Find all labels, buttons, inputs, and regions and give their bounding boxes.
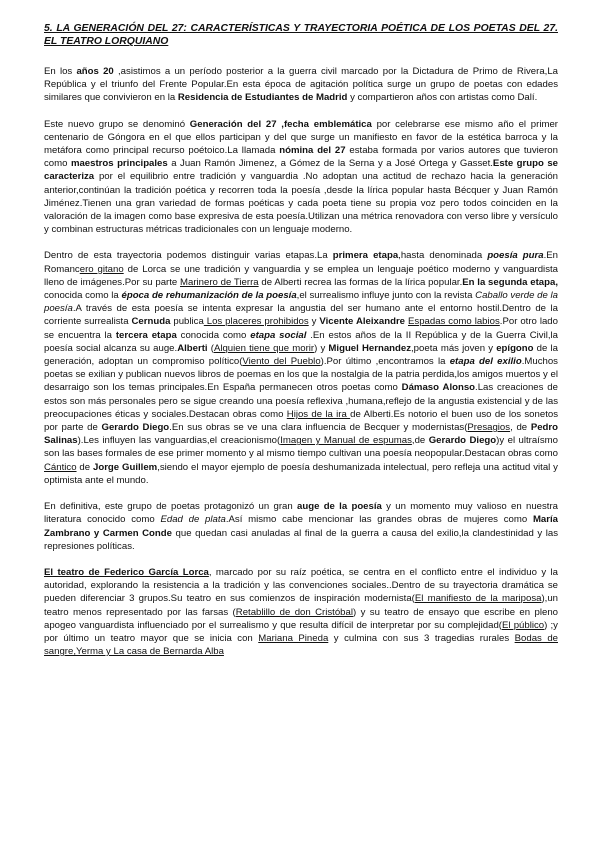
text-run: ).Les influyen las vanguardias,el creacionismo( — [77, 435, 281, 447]
text-run: conocida como — [176, 329, 251, 341]
document-page — [44, 22, 558, 671]
text-run: Hijos de la ira — [286, 408, 351, 420]
text-run: .A través de esta poesía se intenta expresar la angustia del ser humano ante el entorno hostil.Dentro de la corriente surrealista — [44, 303, 558, 328]
text-run: Caballo verde de la poesía — [44, 290, 558, 315]
text-run: .Por otro lado se encuentra la — [44, 316, 558, 341]
text-run: etapa social — [250, 329, 307, 341]
text-run: de Lorca se une tradición y vanguardia y se emplea un lenguaje poético moderno y vanguardista lleno de imágenes.Por su parte — [44, 263, 558, 288]
paragraph-stages — [44, 249, 558, 487]
text-run: Dámaso Alonso — [401, 382, 476, 394]
text-run: Presagios — [467, 422, 511, 434]
text-run: ,el surrealismo influye junto con la revista — [296, 290, 476, 302]
text-run: Cernuda — [131, 316, 171, 328]
text-run: de la generación, adoptan un compromiso político( — [44, 342, 558, 368]
text-run: Viento del Pueblo — [242, 356, 321, 368]
text-run: ) y su teatro de ensayo que escribe en pleno apogeo vanguardista influenciado por el surrealismo y que resulta difícil de interpretar por su complejidad( — [44, 606, 558, 631]
text-run: Pedro Salinas — [44, 422, 559, 447]
text-run: .Así mismo cabe mencionar las grandes obras de mujeres como — [225, 514, 533, 526]
text-run: En la segunda etapa, — [462, 276, 559, 288]
text-run: y culmina con sus 3 tragedias rurales — [328, 632, 515, 644]
text-run: que quedan casi anuladas al final de la guerra a causa del exilio,la clandestinidad y las represiones políticas. — [44, 527, 558, 552]
text-run: de Alberti.Es notorio el buen uso de los sonetos por parte de — [44, 408, 558, 434]
text-run: conocida como la — [44, 290, 122, 302]
section-title: 5. LA GENERACIÓN DEL 27: CARACTERÍSTICAS Y TRAYECTORIA POÉTICA DE LOS POETAS DEL 27. EL TEATRO LORQUIANO — [44, 23, 558, 47]
text-run: .En Romanc — [44, 250, 559, 275]
text-run: Imagen y Manual de espumas — [280, 435, 412, 447]
text-run: Espadas como labios — [408, 316, 500, 328]
text-run: Vicente Aleixandre — [319, 316, 406, 328]
text-run: Alquien tiene que morir — [213, 342, 315, 354]
text-run: .En estos años de la II República y de la Guerra Civil,la poesía social alcanza su auge. — [44, 329, 559, 354]
text-run: por celebrarse ese mismo año el primer centenario de Góngora en el que ellos participan y del que surge un manifiesto en favor de la estética barroca y la metáfora como principal recurso poétoico.La llamada — [44, 118, 558, 157]
text-run: maestros principales — [70, 158, 168, 170]
text-run: ) ;y por último un teatro mayor que se inicia con — [44, 619, 558, 644]
text-run: El público — [502, 619, 545, 631]
text-run: Marinero de Tierra — [180, 276, 259, 288]
text-run: estaba formada por varios autores que tuvieron como — [44, 145, 558, 170]
text-run: Miguel Hernandez — [328, 342, 412, 354]
text-run: Este grupo se caracteriza — [44, 158, 558, 183]
text-run: .Muchos poetas se exilian y publican nuevos libros de poemas en los que la nostalgia de la patria perdida,los amigos muertos y el desarraigo son los temas principales.En España permanecen otros poetas como — [44, 356, 558, 394]
text-run: Generación del 27 ,fecha emblemática — [189, 118, 372, 130]
text-run: de Alberti recrea las formas de la lírica popular. — [258, 276, 463, 288]
text-run: )y el ultraísmo son las bases formales de ese primer momento y al mismo tiempo cultivan una poesía neopopular.Destacan obras como — [44, 435, 558, 460]
text-run: etapa del exilio — [449, 356, 522, 368]
paragraph-lorca-theatre — [44, 566, 558, 658]
text-run: y un momento muy valioso en nuestra literatura conocido como — [44, 501, 558, 526]
text-run: ,poeta más joven y — [411, 342, 497, 354]
text-run: En los — [44, 66, 77, 77]
text-run: María Zambrano y Carmen Conde — [44, 514, 558, 539]
text-run: tercera etapa — [115, 329, 177, 341]
text-run: publica — [170, 316, 204, 328]
text-run: ( — [207, 342, 214, 354]
text-run: El teatro de Federico García Lorca — [44, 566, 209, 578]
text-run: Los placeres prohibidos — [203, 316, 309, 328]
text-run: , de — [510, 422, 531, 434]
text-run: Retablillo de don Cristóbal — [235, 606, 353, 618]
paragraph-generation — [44, 118, 558, 237]
text-run: por el equilibrio entre tradición y vanguardia .No adoptan una actitud de rechazo hacia la generación anterior,continúan la tradición poética y recorren toda la poesía ,desde la lírica popular hasta Bécquer y Juan Ramón Jiménez.Tienen una gran variedad de formas poéticas y cada poeta tiene su propia voz pero todos coinciden en la valoración de la imagen como base expresiva de esta poesía.Utilizan una métrica renovadora con verso libre y versículo y combinan estructuras métricas tradicionales con un lenguaje moderno. — [44, 171, 558, 236]
text-run: .Las creaciones de estos son más personales pero se sigue creando una poesía reflexiva ,humana,reflejo de la angustia existencial y de las preocupaciones éticas y sociales.Destacan obras como — [44, 382, 558, 420]
text-run: Residencia de Estudiantes de Madrid — [177, 92, 348, 104]
text-run: ,de — [411, 435, 429, 447]
text-run: ero gitano — [79, 263, 124, 275]
text-run: primera etapa — [332, 250, 399, 262]
text-run: ) y — [314, 342, 329, 354]
text-run: epígono — [496, 342, 534, 354]
text-run: Gerardo Diego — [101, 422, 170, 434]
text-run: Cántico — [44, 461, 77, 473]
text-run: auge de la poesía — [297, 501, 382, 513]
text-run: En definitiva, este grupo de poetas protagonizó un gran — [44, 501, 298, 513]
text-run: ,hasta denominada — [398, 250, 488, 262]
text-run: poesía pura — [487, 250, 544, 262]
paragraph-intro — [44, 65, 558, 105]
text-run: Jorge Guillem — [93, 461, 158, 473]
text-run: y — [308, 316, 320, 328]
text-run: El manifiesto de la mariposa — [414, 593, 542, 605]
text-run: Gerardo Diego — [428, 435, 497, 447]
text-run: Edad de plata — [160, 514, 226, 526]
text-run: nómina del 27 — [279, 145, 346, 157]
text-run: Dentro de esta trayectoria podemos distinguir varias etapas.La — [44, 250, 333, 262]
text-run: .En sus obras se ve una clara influencia de Becquer y modernistas( — [169, 422, 468, 434]
text-run: Mariana Pineda — [258, 632, 329, 644]
text-run: ).Por último ,encontramos la — [320, 356, 450, 368]
text-run: Bodas de sangre,Yerma y La casa de Bernarda Alba — [44, 632, 558, 658]
text-run: Alberti — [177, 342, 208, 354]
paragraph-conclusion — [44, 500, 558, 553]
text-run: ,siendo el mayor ejemplo de poesía deshumanizada intelectual, pero refleja una actitud vital y optimista ante el mundo. — [44, 461, 558, 486]
text-run: ,asistimos a un período posterior a la guerra civil marcado por la Dictadura de Primo de Rivera,La República y el triunfo del Frente Popular.En esta época de agitación política surge un grupo de poetas con edades similares que convivieron en la — [44, 66, 558, 104]
text-run: de — [76, 461, 93, 473]
text-run: a Juan Ramón Jimenez, a Gómez de la Serna y a José Ortega y Gasset. — [167, 158, 493, 170]
text-run: y compartieron años con artistas como Dalí. — [347, 92, 538, 104]
text-run: época de rehumanización de la poesía — [121, 290, 297, 302]
text-run: , marcado por su raíz poética, se centra en el conflicto entre el individuo y la autoridad, explorando la resistencia a la tradición y las convenciones sociales..Dentro de su trayectoria dramática se pueden diferenciar 3 grupos.Su teatro en sus comienzos de inspiración modernista( — [44, 566, 558, 605]
text-run: años 20 — [76, 66, 114, 77]
text-run: Este nuevo grupo se denominó — [44, 118, 190, 130]
text-run: ),un teatro menos representado por las farsas ( — [44, 593, 558, 618]
